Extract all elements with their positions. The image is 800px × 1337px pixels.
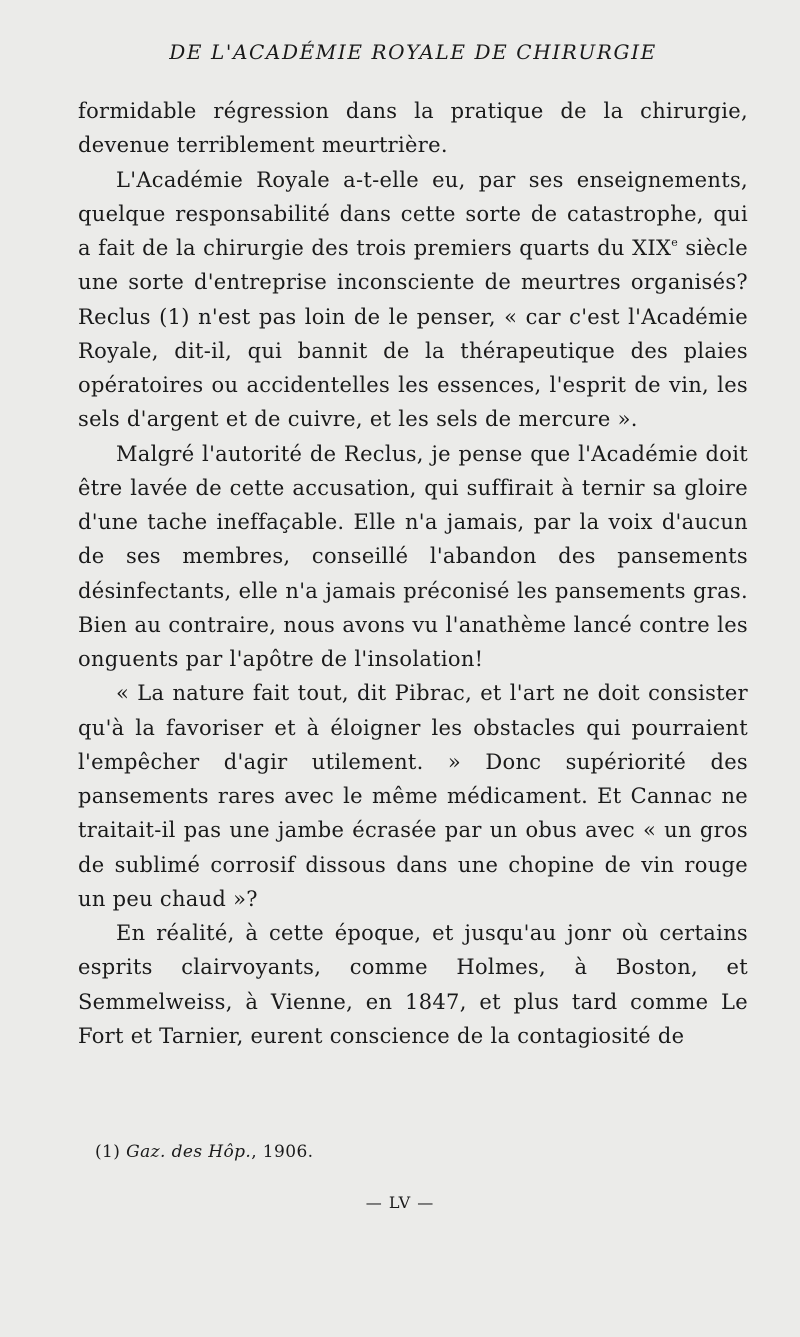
superscript-e: e	[671, 236, 679, 249]
footnote-year: , 1906.	[251, 1142, 314, 1162]
paragraph-5: En réalité, à cette époque, et jusqu'au jonr où certains esprits clairvoyants, comme Holmes, à Boston, et Semmelweiss, à Vienne, en 1847, et plus tard comme Le Fort et Tarnier, eurent conscience de la contagiosité de	[78, 921, 748, 1048]
paragraph-3: Malgré l'autorité de Reclus, je pense que l'Académie doit être lavée de cette accusation, qui suffirait à ternir sa gloire d'une tache ineffaçable. Elle n'a jamais, par la voix d'aucun de ses membres, conseillé l'abandon des pansements désinfectants, elle n'a jamais préconisé les pansements gras. Bien au contraire, nous avons vu l'anathème lancé contre les onguents par l'apôtre de l'insolation!	[78, 441, 748, 671]
running-head: DE L'ACADÉMIE ROYALE DE CHIRURGIE	[169, 40, 657, 64]
footnote-marker: (1)	[95, 1142, 121, 1162]
paragraph-1: formidable régression dans la pratique de la chirurgie, devenue terriblement meurtrière.	[78, 99, 748, 158]
footnote	[95, 1142, 313, 1162]
paragraph-2-part-2: siècle une sorte d'entreprise inconsciente de meurtres organisés? Reclus (1) n'est pas loin de le penser, « car c'est l'Académie Royale, dit-il, qui bannit de la thérapeutique des plaies opératoires ou accidentelles les essences, l'esprit de vin, les sels d'argent et de cuivre, et les sels de mercure ».	[78, 236, 748, 432]
paragraph-4: « La nature fait tout, dit Pibrac, et l'art ne doit consister qu'à la favoriser et à éloigner les obstacles qui pourraient l'empêcher d'agir utilement. » Donc supériorité des pansements rares avec le même médicament. Et Cannac ne traitait-il pas une jambe écrasée par un obus avec « un gros de sublimé corrosif dissous dans une chopine de vin rouge un peu chaud »?	[78, 681, 748, 911]
page-number: — LV —	[365, 1193, 435, 1212]
footnote-source: Gaz. des Hôp.	[126, 1142, 252, 1162]
paragraph-2-part-1: L'Académie Royale a-t-elle eu, par ses enseignements, quelque responsabilité dans cette sorte de catastrophe, qui a fait de la chirurgie des trois premiers quarts du XIX	[78, 167, 748, 260]
body-text	[78, 94, 748, 1053]
paragraph-2	[78, 163, 748, 437]
